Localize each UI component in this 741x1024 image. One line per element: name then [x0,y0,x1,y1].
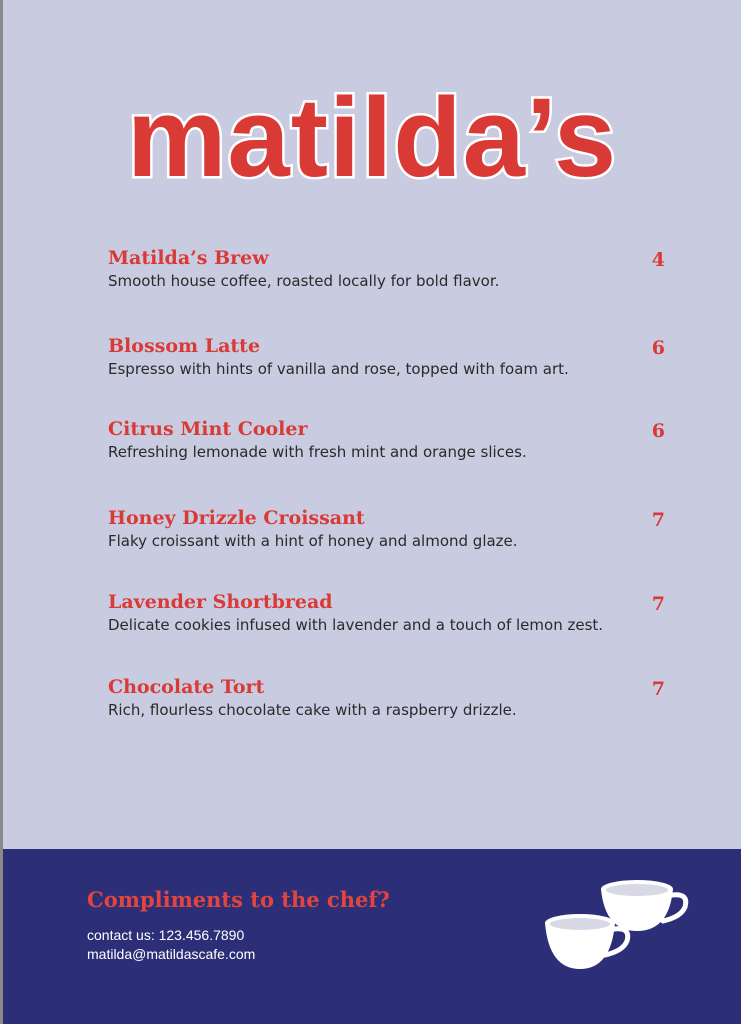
menu-item [108,506,673,551]
menu-item [108,417,673,462]
menu-item-price: 7 [651,509,665,531]
menu-item-description: Refreshing lemonade with fresh mint and orange slices. [108,443,527,461]
menu-page [3,0,741,1024]
menu-item-name: Citrus Mint Cooler [108,418,308,440]
menu-item-price: 6 [651,337,665,359]
coffee-cups-icon [533,869,693,979]
page-title: matilda’s [126,75,618,200]
menu-item-description: Delicate cookies infused with lavender and a touch of lemon zest. [108,616,604,634]
contact-email: matilda@matildascafe.com [87,946,256,962]
menu-item-name: Honey Drizzle Croissant [108,507,365,529]
menu-item-name: Lavender Shortbread [108,591,333,613]
menu-item-description: Rich, flourless chocolate cake with a raspberry drizzle. [108,701,517,719]
menu-item-name: Matilda’s Brew [108,247,269,269]
menu-item-description: Espresso with hints of vanilla and rose, topped with foam art. [108,360,569,378]
menu-item-price: 6 [651,420,665,442]
menu-item-price: 4 [651,249,665,271]
menu-item [108,675,673,720]
menu-item-name: Blossom Latte [108,335,261,357]
menu-item [108,590,673,635]
menu-item-description: Smooth house coffee, roasted locally for bold flavor. [108,272,500,290]
menu-item-description: Flaky croissant with a hint of honey and almond glaze. [108,532,518,550]
contact-phone: contact us: 123.456.7890 [87,927,245,943]
menu-item-name: Chocolate Tort [108,676,265,698]
menu-item [108,334,673,379]
footer [3,849,741,1024]
menu-item [108,246,673,291]
footer-heading: Compliments to the chef? [87,887,390,912]
menu-item-price: 7 [651,678,665,700]
menu-item-price: 7 [651,593,665,615]
